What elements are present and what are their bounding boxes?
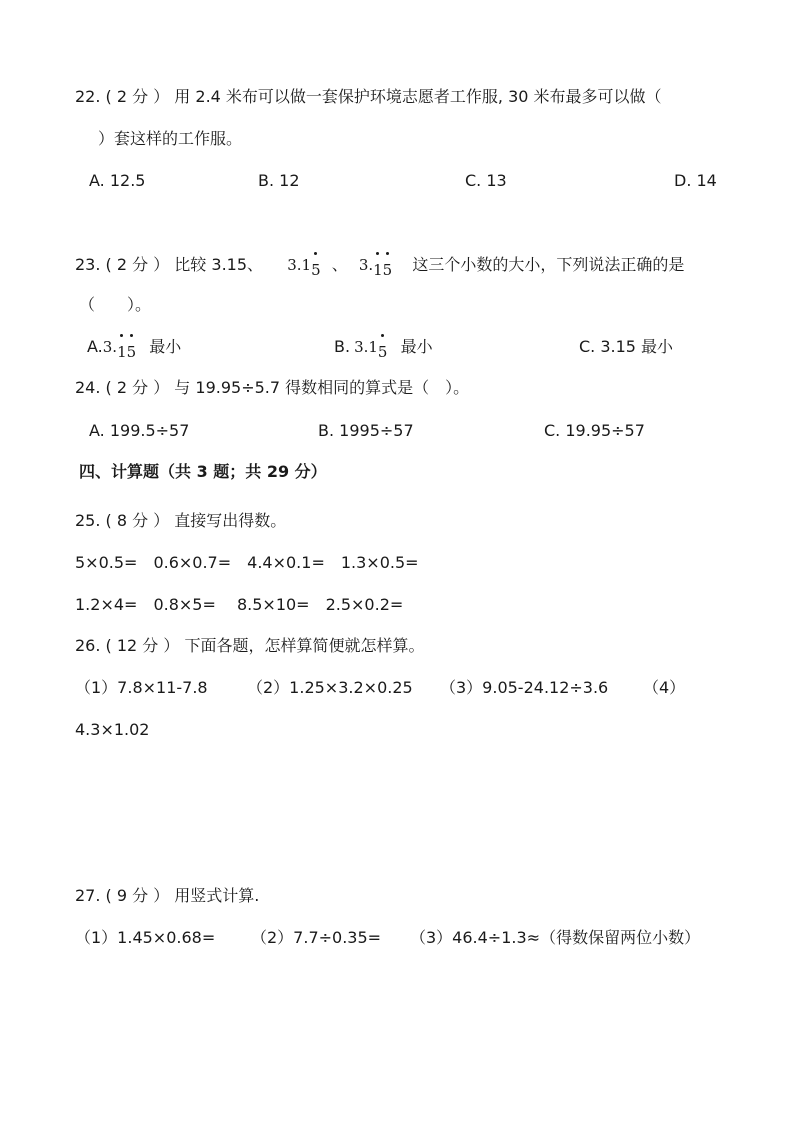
q23-repeating-decimal-a: 3.1 5 (287, 255, 320, 274)
q24-line: 24. ( 2 分 ） 与 19.95÷5.7 得数相同的算式是（ ）。 (75, 378, 470, 397)
q23-line2: （ ）。 (79, 295, 152, 314)
q26-item-4-cont: 4.3×1.02 (75, 720, 150, 739)
q25-row1: 5×0.5= 0.6×0.7= 4.4×0.1= 1.3×0.5= (75, 553, 419, 572)
q27-item-3: （3）46.4÷1.3≈（得数保留两位小数） (410, 928, 701, 947)
q23-prefix: 23. ( 2 分 ） 比较 3.15、 (75, 255, 264, 274)
q26-item-3: （3）9.05-24.12÷3.6 (440, 678, 609, 697)
q23-option-a: A.3. 1 5 最小 (87, 336, 181, 358)
q24-option-b: B. 1995÷57 (318, 421, 414, 440)
q23-suffix: 这三个小数的大小，下列说法正确的是 (412, 255, 685, 274)
q25-row2: 1.2×4= 0.8×5= 8.5×10= 2.5×0.2= (75, 595, 404, 614)
q25-title: 25. ( 8 分 ） 直接写出得数。 (75, 511, 287, 530)
q26-title: 26. ( 12 分 ） 下面各题，怎样算简便就怎样算。 (75, 636, 425, 655)
q24-option-a: A. 199.5÷57 (89, 421, 190, 440)
q23-repeating-decimal-b: 3. 1 5 (359, 255, 392, 274)
q22-line1: 22. ( 2 分 ） 用 2.4 米布可以做一套保护环境志愿者工作服, 30 米布最多可以做（ (75, 87, 662, 106)
q23-option-c: C. 3.15 最小 (579, 337, 674, 356)
q27-item-1: （1）1.45×0.68= (75, 928, 216, 947)
q23-separator: 、 (331, 255, 348, 274)
q22-line2: ）套这样的工作服。 (98, 129, 243, 148)
q23-option-b: B. 3.1 5 最小 (334, 336, 433, 358)
q26-item-1: （1）7.8×11-7.8 (75, 678, 208, 697)
q22-option-a: A. 12.5 (89, 171, 146, 190)
q22-option-d: D. 14 (674, 171, 717, 190)
q22-option-c: C. 13 (465, 171, 507, 190)
section-4-heading: 四、计算题（共 3 题；共 29 分） (79, 462, 327, 481)
q26-item-2: （2）1.25×3.2×0.25 (247, 678, 413, 697)
q27-title: 27. ( 9 分 ） 用竖式计算. (75, 886, 260, 905)
q24-option-c: C. 19.95÷57 (544, 421, 645, 440)
q22-option-b: B. 12 (258, 171, 300, 190)
q23-line1 (75, 254, 685, 279)
q26-item-4: （4） (643, 678, 686, 697)
q27-item-2: （2）7.7÷0.35= (251, 928, 382, 947)
